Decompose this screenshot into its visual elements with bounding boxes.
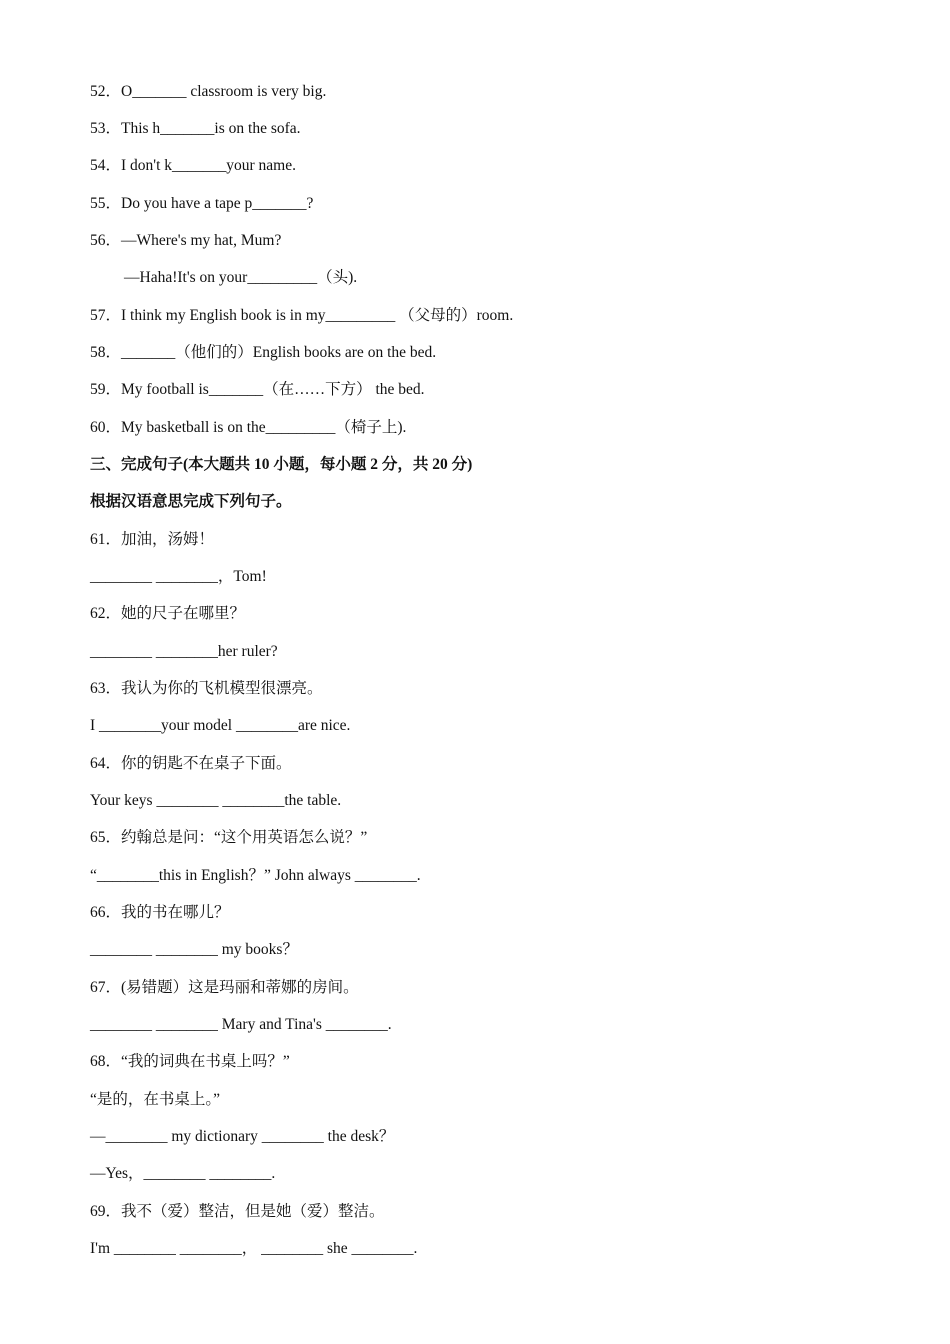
question-56: 56．—Where's my hat, Mum? [90, 232, 282, 249]
question-68-answer-line-2: —Yes，________ ________. [90, 1165, 276, 1182]
question-54: 54．I don't k_______your name. [90, 157, 296, 174]
question-63: 63．我认为你的飞机模型很漂亮。 [90, 680, 323, 697]
question-60: 60．My basketball is on the_________（椅子上). [90, 419, 407, 436]
question-53: 53．This h_______is on the sofa. [90, 120, 301, 137]
question-69: 69．我不（爱）整洁，但是她（爱）整洁。 [90, 1203, 385, 1220]
question-61: 61．加油，汤姆！ [90, 531, 215, 548]
question-66-answer-line: ________ ________ my books？ [90, 941, 298, 958]
question-69-answer-line: I'm ________ ________， ________ she ________. [90, 1240, 418, 1257]
question-64-answer-line: Your keys ________ ________the table. [90, 792, 342, 809]
section-heading: 三、完成句子(本大题共 10 小题，每小题 2 分，共 20 分) [90, 456, 473, 473]
question-58: 58．_______（他们的）English books are on the bed. [90, 344, 437, 361]
question-65-answer-line: “________this in English？” John always ________. [90, 867, 421, 884]
question-59: 59．My football is_______（在……下方） the bed. [90, 381, 425, 398]
question-64: 64．你的钥匙不在桌子下面。 [90, 755, 292, 772]
question-65: 65．约翰总是问：“这个用英语怎么说？” [90, 829, 368, 846]
question-55: 55．Do you have a tape p_______? [90, 195, 314, 212]
section-instruction: 根据汉语意思完成下列句子。 [90, 493, 292, 510]
question-62: 62．她的尺子在哪里？ [90, 605, 246, 622]
question-66: 66．我的书在哪儿？ [90, 904, 230, 921]
question-68-reply: “是的，在书桌上。” [90, 1091, 221, 1108]
question-52: 52．O_______ classroom is very big. [90, 83, 327, 100]
question-63-answer-line: I ________your model ________are nice. [90, 717, 351, 734]
question-67-answer-line: ________ ________ Mary and Tina's ________. [90, 1016, 392, 1033]
question-61-answer-line: ________ ________，Tom! [90, 568, 267, 585]
question-62-answer-line: ________ ________her ruler? [90, 643, 278, 660]
question-67: 67．(易错题）这是玛丽和蒂娜的房间。 [90, 979, 359, 996]
question-56-answer-line: —Haha!It's on your_________（头). [124, 269, 358, 286]
question-57: 57．I think my English book is in my_________ （父母的）room. [90, 307, 514, 324]
question-68: 68．“我的词典在书桌上吗？” [90, 1053, 290, 1070]
question-68-answer-line-1: —________ my dictionary ________ the desk？ [90, 1128, 395, 1145]
